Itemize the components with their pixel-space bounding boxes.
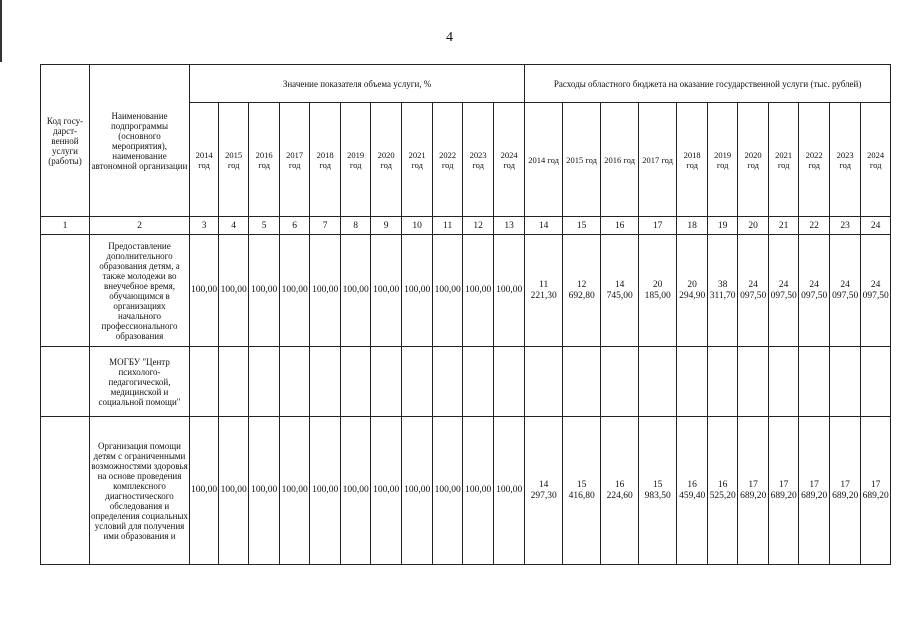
row-code: [41, 235, 90, 347]
percent-value: 100,00: [494, 417, 525, 565]
budget-value: 17 689,20: [769, 417, 799, 565]
header-year-budget: 2020 год: [738, 103, 769, 217]
percent-value: 100,00: [371, 417, 402, 565]
budget-value: 17 689,20: [861, 417, 891, 565]
header-year-budget: 2023 год: [830, 103, 861, 217]
header-year-percent: 2018 год: [310, 103, 341, 217]
budget-value: 24 097,50: [799, 235, 830, 347]
column-number: 4: [219, 217, 249, 235]
budget-table: [40, 64, 891, 565]
column-number: 18: [677, 217, 708, 235]
header-year-budget: 2017 год: [639, 103, 677, 217]
header-year-percent: 2016 год: [249, 103, 280, 217]
column-number: 16: [601, 217, 639, 235]
column-number: 7: [310, 217, 341, 235]
column-number: 23: [830, 217, 861, 235]
column-number: 15: [563, 217, 601, 235]
table-row: [41, 417, 891, 565]
header-year-percent: 2019 год: [341, 103, 371, 217]
percent-value: [219, 347, 249, 417]
percent-value: 100,00: [310, 235, 341, 347]
percent-value: [280, 347, 310, 417]
budget-value: 16 224,60: [601, 417, 639, 565]
percent-value: 100,00: [190, 235, 219, 347]
budget-value: [738, 347, 769, 417]
header-year-budget: 2019 год: [708, 103, 738, 217]
header-code: Код госу-дарст-венной услуги (работы): [41, 65, 90, 217]
column-number: 3: [190, 217, 219, 235]
column-number: 5: [249, 217, 280, 235]
percent-value: 100,00: [219, 417, 249, 565]
budget-value: [677, 347, 708, 417]
header-year-budget: 2016 год: [601, 103, 639, 217]
budget-value: 24 097,50: [830, 235, 861, 347]
budget-value: 17 689,20: [738, 417, 769, 565]
column-number: 21: [769, 217, 799, 235]
column-number: 11: [433, 217, 463, 235]
percent-value: [433, 347, 463, 417]
budget-value: [708, 347, 738, 417]
column-number: 17: [639, 217, 677, 235]
header-year-percent: 2014 год: [190, 103, 219, 217]
page-edge-line: [0, 0, 2, 62]
column-number: 9: [371, 217, 402, 235]
percent-value: 100,00: [280, 235, 310, 347]
percent-value: [341, 347, 371, 417]
percent-value: 100,00: [371, 235, 402, 347]
budget-value: 17 689,20: [799, 417, 830, 565]
budget-value: 38 311,70: [708, 235, 738, 347]
budget-value: [525, 347, 563, 417]
row-code: [41, 417, 90, 565]
header-year-budget: 2018 год: [677, 103, 708, 217]
percent-value: 100,00: [494, 235, 525, 347]
column-number: 2: [90, 217, 190, 235]
column-number: 10: [402, 217, 433, 235]
budget-value: 20 294,90: [677, 235, 708, 347]
column-number: 13: [494, 217, 525, 235]
header-year-budget: 2022 год: [799, 103, 830, 217]
row-name: МОГБУ "Центр психолого-педагогической, медицинской и социальной помощи": [90, 347, 190, 417]
column-number: 20: [738, 217, 769, 235]
column-number: 22: [799, 217, 830, 235]
percent-value: 100,00: [463, 235, 494, 347]
percent-value: 100,00: [310, 417, 341, 565]
percent-value: [371, 347, 402, 417]
header-year-budget: 2015 год: [563, 103, 601, 217]
percent-value: 100,00: [433, 235, 463, 347]
header-name: Наименование подпрограммы (основного мероприятия), наименование автономной организации: [90, 65, 190, 217]
percent-value: 100,00: [219, 235, 249, 347]
percent-value: 100,00: [402, 235, 433, 347]
budget-value: 14 297,30: [525, 417, 563, 565]
header-year-percent: 2021 год: [402, 103, 433, 217]
budget-value: [563, 347, 601, 417]
header-year-percent: 2024 год: [494, 103, 525, 217]
budget-value: [769, 347, 799, 417]
row-name: Предоставление дополнительного образования детям, а также молодежи во внеучебное время, обучающимся в организациях начального профессионального образования: [90, 235, 190, 347]
column-number: 8: [341, 217, 371, 235]
budget-value: 16 525,20: [708, 417, 738, 565]
header-year-budget: 2021 год: [769, 103, 799, 217]
budget-value: 17 689,20: [830, 417, 861, 565]
budget-value: 24 097,50: [861, 235, 891, 347]
percent-value: 100,00: [249, 235, 280, 347]
header-year-budget: 2024 год: [861, 103, 891, 217]
header-year-percent: 2015 год: [219, 103, 249, 217]
percent-value: 100,00: [402, 417, 433, 565]
header-year-percent: 2017 год: [280, 103, 310, 217]
budget-value: 20 185,00: [639, 235, 677, 347]
budget-value: 24 097,50: [769, 235, 799, 347]
budget-value: [601, 347, 639, 417]
budget-value: [639, 347, 677, 417]
percent-value: 100,00: [341, 235, 371, 347]
percent-value: 100,00: [433, 417, 463, 565]
budget-value: 11 221,30: [525, 235, 563, 347]
row-name: Организация помощи детям с ограниченными возможностями здоровья на основе проведения комплексного диагностического обследования и определения социальных условий для получения ими образования и: [90, 417, 190, 565]
header-budget-group: Расходы областного бюджета на оказание государственной услуги (тыс. рублей): [525, 65, 891, 103]
budget-value: 24 097,50: [738, 235, 769, 347]
percent-value: 100,00: [190, 417, 219, 565]
percent-value: 100,00: [463, 417, 494, 565]
budget-value: 16 459,40: [677, 417, 708, 565]
header-year-percent: 2022 год: [433, 103, 463, 217]
percent-value: 100,00: [341, 417, 371, 565]
budget-value: 12 692,80: [563, 235, 601, 347]
percent-value: [310, 347, 341, 417]
page-number: 4: [446, 30, 453, 45]
percent-value: 100,00: [280, 417, 310, 565]
header-percent-group: Значение показателя объема услуги, %: [190, 65, 525, 103]
percent-value: [249, 347, 280, 417]
budget-value: [830, 347, 861, 417]
percent-value: [494, 347, 525, 417]
header-year-percent: 2020 год: [371, 103, 402, 217]
percent-value: [463, 347, 494, 417]
column-number: 24: [861, 217, 891, 235]
budget-value: [861, 347, 891, 417]
column-number: 19: [708, 217, 738, 235]
percent-value: [190, 347, 219, 417]
budget-value: 15 983,50: [639, 417, 677, 565]
row-code: [41, 347, 90, 417]
percent-value: 100,00: [249, 417, 280, 565]
column-number: 6: [280, 217, 310, 235]
budget-value: [799, 347, 830, 417]
column-number: 14: [525, 217, 563, 235]
header-year-budget: 2014 год: [525, 103, 563, 217]
table-row: [41, 235, 891, 347]
budget-value: 15 416,80: [563, 417, 601, 565]
table-row: [41, 347, 891, 417]
budget-value: 14 745,00: [601, 235, 639, 347]
header-year-percent: 2023 год: [463, 103, 494, 217]
percent-value: [402, 347, 433, 417]
column-number: 12: [463, 217, 494, 235]
column-number: 1: [41, 217, 90, 235]
